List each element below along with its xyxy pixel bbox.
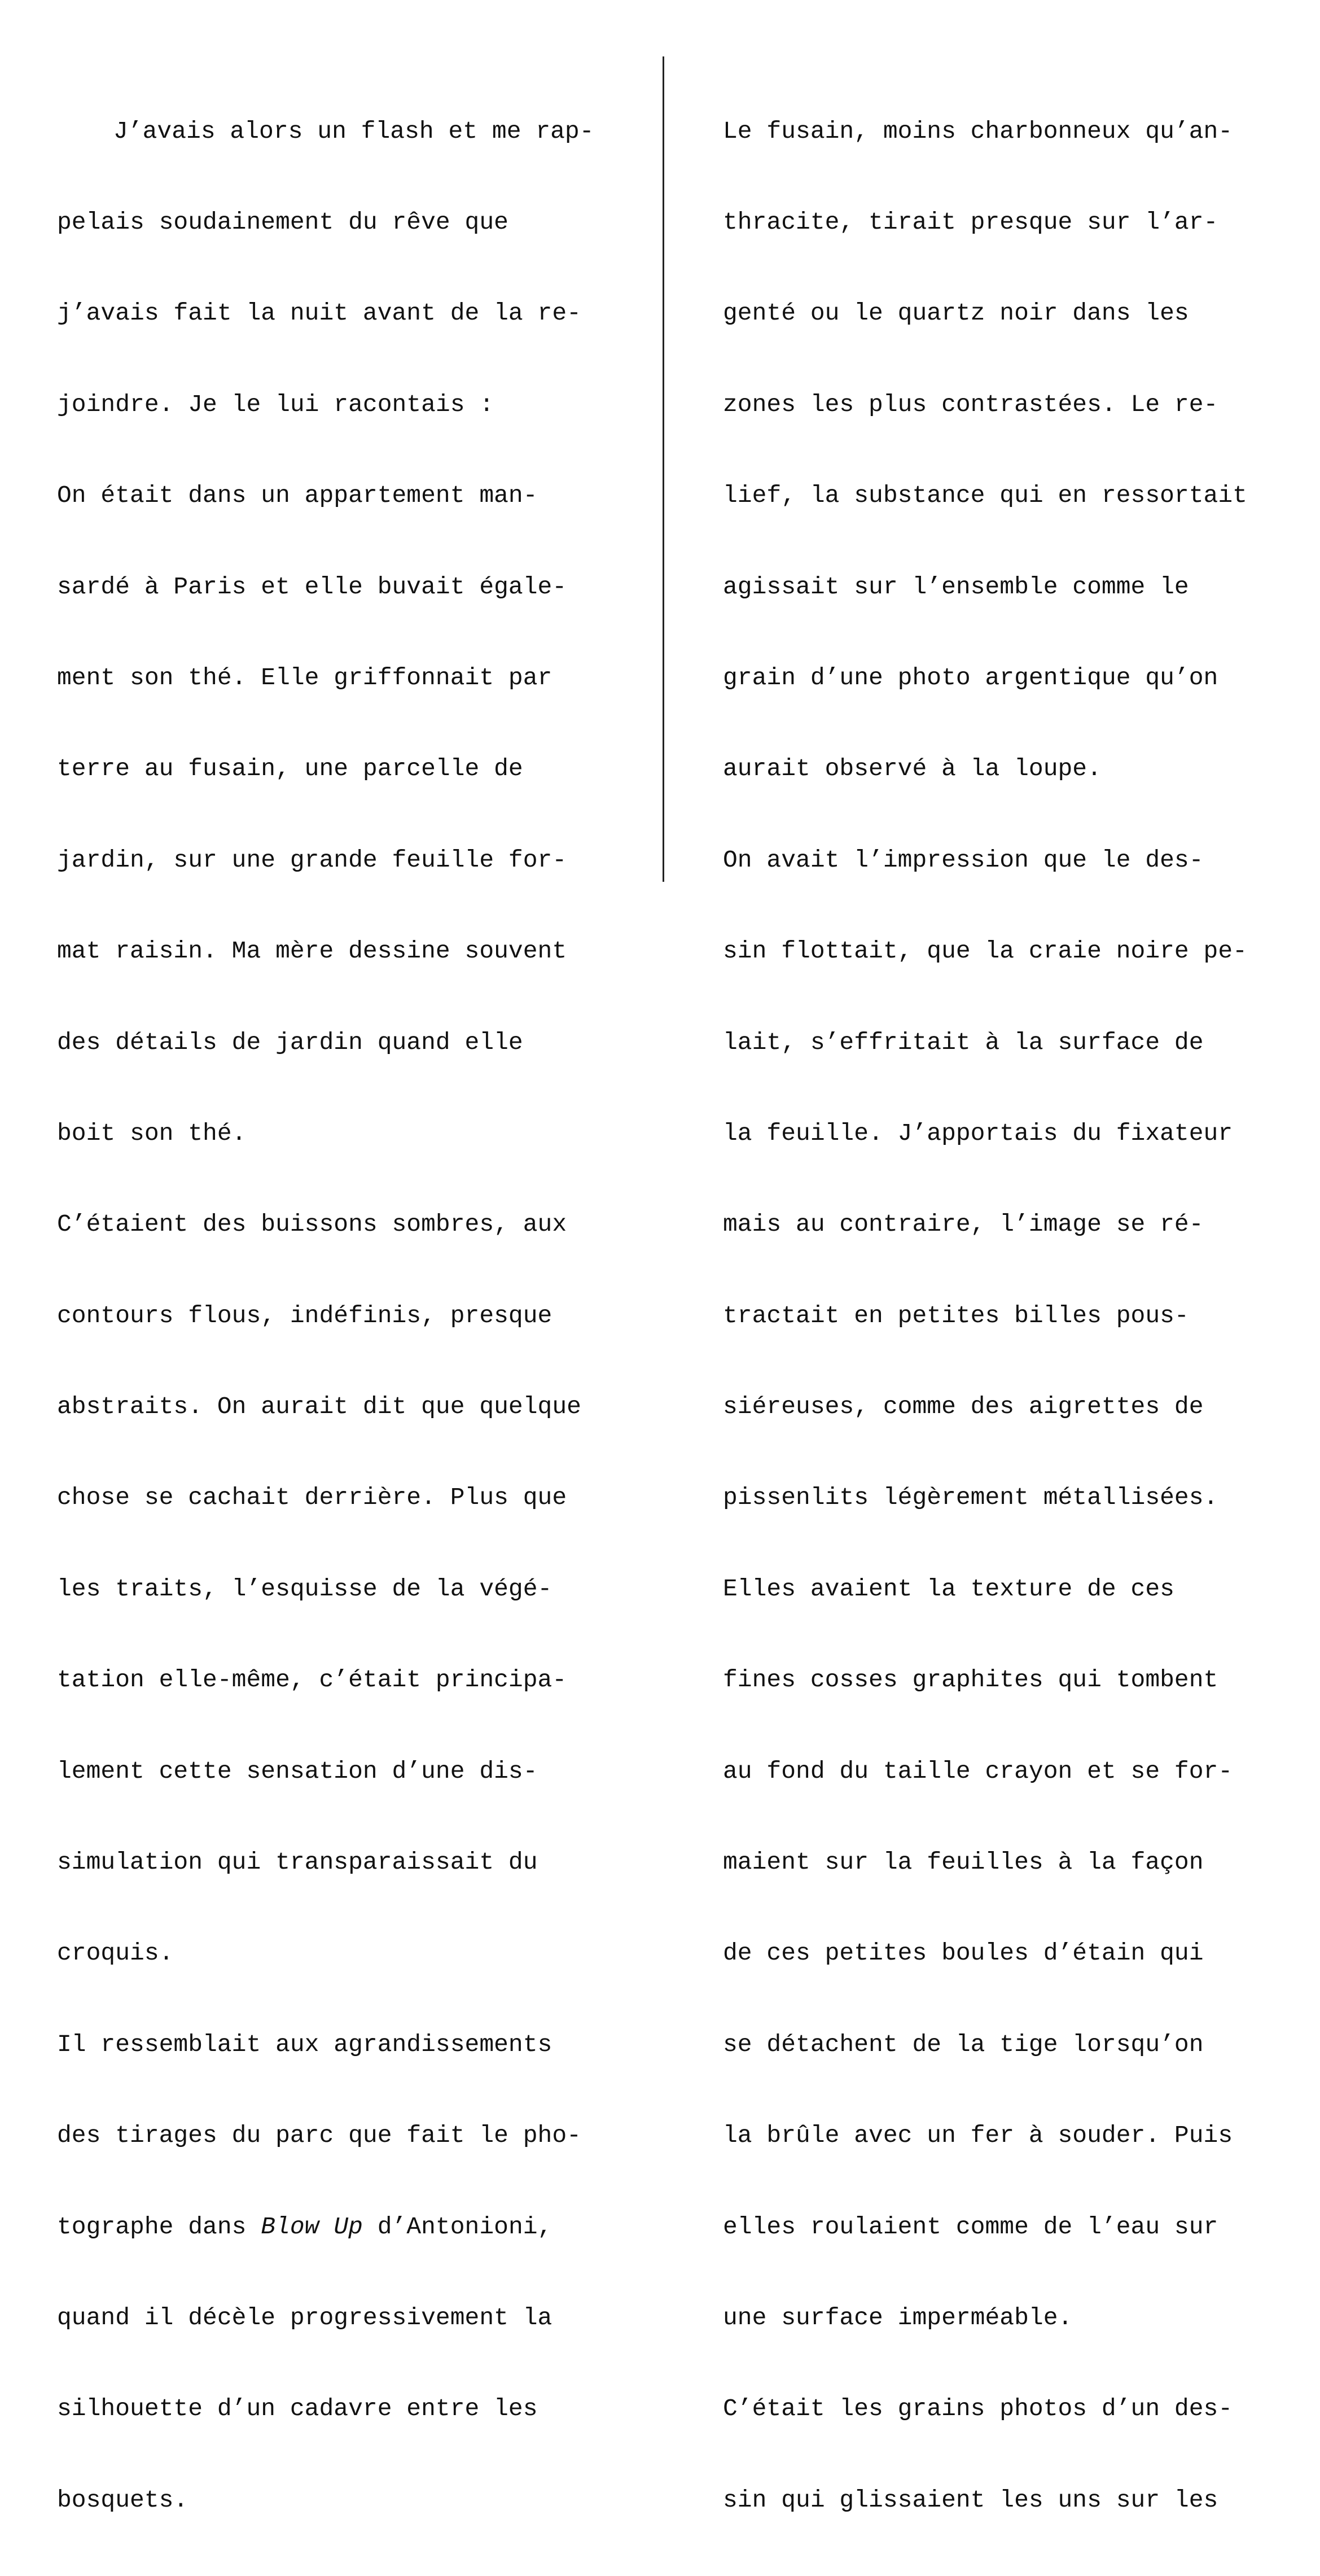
text-line: la brûle avec un fer à souder. Puis (723, 2122, 1233, 2150)
text-line: tractait en petites billes pous- (723, 1301, 1189, 1329)
text-line: mais au contraire, l’image se ré- (723, 1210, 1204, 1239)
text-line: pissenlits légèrement métallisées. (723, 1484, 1218, 1512)
text-line: Elles avaient la texture de ces (723, 1575, 1174, 1603)
text-line: des tirages du parc que fait le pho- (57, 2122, 581, 2150)
text-line: Il ressemblait aux agrandissements (57, 2030, 552, 2058)
text-line: chose se cachait derrière. Plus que (57, 1484, 567, 1512)
text-line: fines cosses graphites qui tombent (723, 1666, 1218, 1694)
text-line: sardé à Paris et elle buvait égale- (57, 572, 567, 601)
text-line: une surface imperméable. (723, 2303, 1073, 2332)
text-line: On avait l’impression que le des- (723, 846, 1204, 874)
column-divider (663, 56, 664, 882)
text-line: croquis. (57, 1939, 174, 1967)
text-line: grain d’une photo argentique qu’on (723, 663, 1218, 692)
text-line: bosquets. (57, 2486, 188, 2514)
text-line: sin flottait, que la craie noire pe- (723, 937, 1247, 965)
text-line: joindre. Je le lui racontais : (57, 390, 494, 418)
text-line: j’avais fait la nuit avant de la re- (57, 299, 581, 327)
text-line: maient sur la feuilles à la façon (723, 1848, 1204, 1877)
text-line: silhouette d’un cadavre entre les (57, 2395, 538, 2423)
text-line: ment son thé. Elle griffonnait par (57, 663, 552, 692)
text-line: abstraits. On aurait dit que quelque (57, 1393, 581, 1421)
text-line: quand il décèle progressivement la (57, 2303, 552, 2332)
text-line: au fond du taille crayon et se for- (723, 1757, 1233, 1785)
text-line: thracite, tirait presque sur l’ar- (723, 208, 1218, 236)
text-line: simulation qui transparaissait du (57, 1848, 538, 1877)
text-fragment: d’Antonioni, (362, 2212, 552, 2241)
text-line: C’était les grains photos d’un des- (723, 2395, 1233, 2423)
text-line: contours flous, indéfinis, presque (57, 1301, 552, 1329)
text-line: lait, s’effritait à la surface de (723, 1028, 1204, 1056)
text-line: C’étaient des buissons sombres, aux (57, 1210, 567, 1239)
text-line: J’avais alors un flash et me rap- (113, 117, 594, 145)
text-line: aurait observé à la loupe. (723, 755, 1102, 783)
text-line: des détails de jardin quand elle (57, 1028, 523, 1056)
text-line: elles roulaient comme de l’eau sur (723, 2212, 1218, 2241)
text-line-with-title (57, 2212, 655, 2242)
text-line: les traits, l’esquisse de la végé- (57, 1575, 552, 1603)
text-line: pelais soudainement du rêve que (57, 208, 508, 236)
text-line: la feuille. J’apportais du fixateur (723, 1119, 1233, 1147)
text-line: siéreuses, comme des aigrettes de (723, 1393, 1204, 1421)
text-line: se détachent de la tige lorsqu’on (723, 2030, 1204, 2058)
right-page-text (723, 55, 1287, 2576)
text-line: genté ou le quartz noir dans les (723, 299, 1189, 327)
text-fragment: tographe dans (57, 2212, 261, 2241)
text-line: lement cette sensation d’une dis- (57, 1757, 538, 1785)
text-line: jardin, sur une grande feuille for- (57, 846, 567, 874)
film-title: Blow Up (261, 2212, 363, 2241)
text-line: terre au fusain, une parcelle de (57, 755, 523, 783)
left-page-text (57, 55, 655, 2576)
text-line: zones les plus contrastées. Le re- (723, 390, 1218, 418)
text-line: agissait sur l’ensemble comme le (723, 572, 1189, 601)
text-line: boit son thé. (57, 1119, 247, 1147)
text-line: lief, la substance qui en ressortait (723, 482, 1247, 510)
text-line: mat raisin. Ma mère dessine souvent (57, 937, 567, 965)
text-line: sin qui glissaient les uns sur les (723, 2486, 1218, 2514)
text-line: On était dans un appartement man- (57, 482, 538, 510)
text-line: tation elle-même, c’était principa- (57, 1666, 567, 1694)
text-line: Le fusain, moins charbonneux qu’an- (723, 117, 1233, 145)
text-line: de ces petites boules d’étain qui (723, 1939, 1204, 1967)
